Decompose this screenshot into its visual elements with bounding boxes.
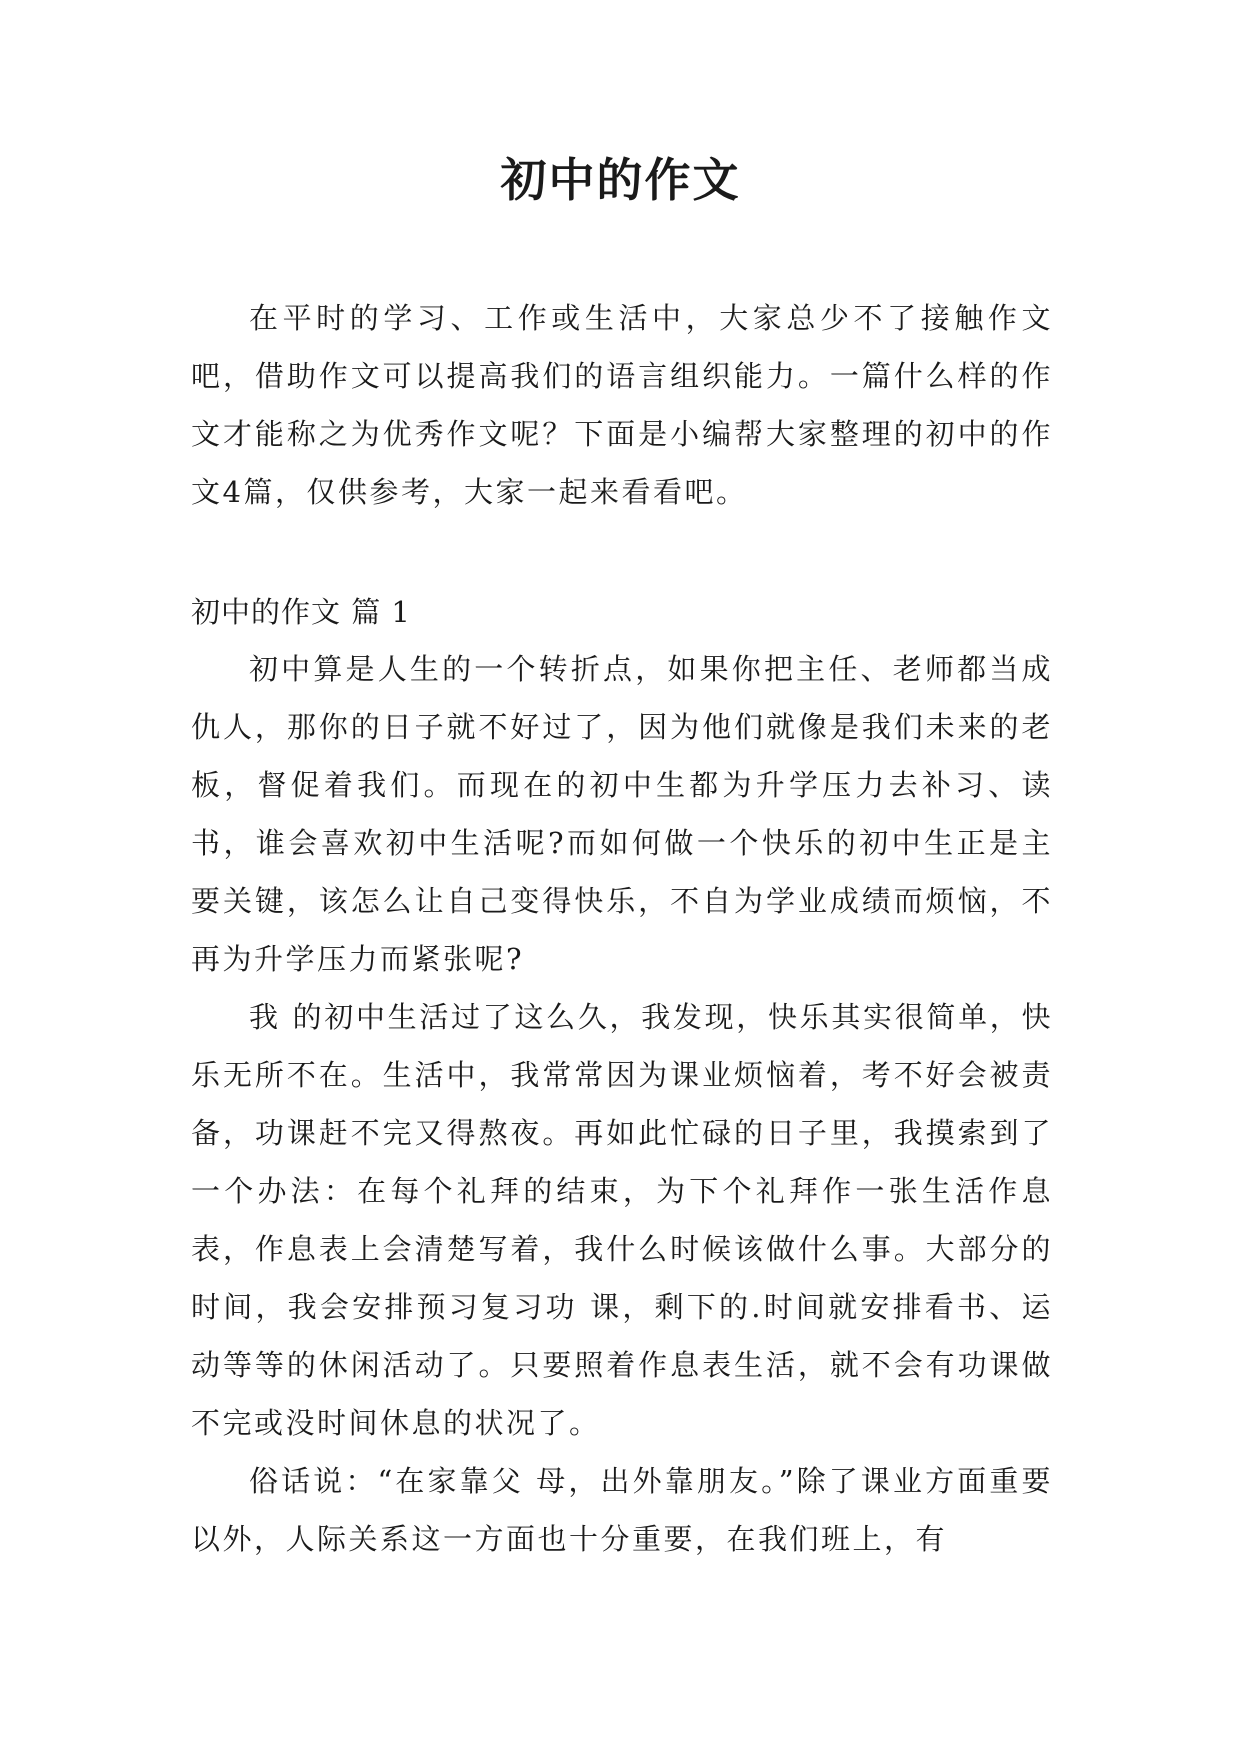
- article-paragraph: 俗话说：“在家靠父 母，出外靠朋友。”除了课业方面重要以外，人际关系这一方面也十分重要，在我们班上，有: [191, 1464, 1053, 1556]
- intro-block: [191, 289, 1053, 521]
- section-heading: 初中的作文 篇 1: [191, 595, 411, 629]
- article-paragraph: 我 的初中生活过了这么久，我发现，快乐其实很简单，快乐无所不在。生活中，我常常因为课业烦恼着，考不好会被责备，功课赶不完又得熬夜。再如此忙碌的日子里，我摸索到了一个办法：在每个礼拜的结束，为下个礼拜作一张生活作息表，作息表上会清楚写着，我什么时候该做什么事。大部分的时间，我会安排预习复习功 课，剩下的.时间就安排看书、运动等等的休闲活动了。只要照着作息表生活，就不会有功课做不完或没时间休息的状况了。: [191, 1000, 1053, 1440]
- intro-paragraph: 在平时的学习、工作或生活中，大家总少不了接触作文吧，借助作文可以提高我们的语言组织能力。一篇什么样的作文才能称之为优秀作文呢？下面是小编帮大家整理的初中的作文4篇，仅供参考，大家一起来看看吧。: [191, 301, 1053, 509]
- article-paragraph: 初中算是人生的一个转折点，如果你把主任、老师都当成仇人，那你的日子就不好过了，因为他们就像是我们未来的老板，督促着我们。而现在的初中生都为升学压力去补习、读书，谁会喜欢初中生活呢?而如何做一个快乐的初中生正是主要关键，该怎么让自己变得快乐，不自为学业成绩而烦恼，不再为升学压力而紧张呢?: [191, 652, 1053, 976]
- document-title: 初中的作文: [500, 153, 741, 207]
- article-body: [191, 640, 1053, 1568]
